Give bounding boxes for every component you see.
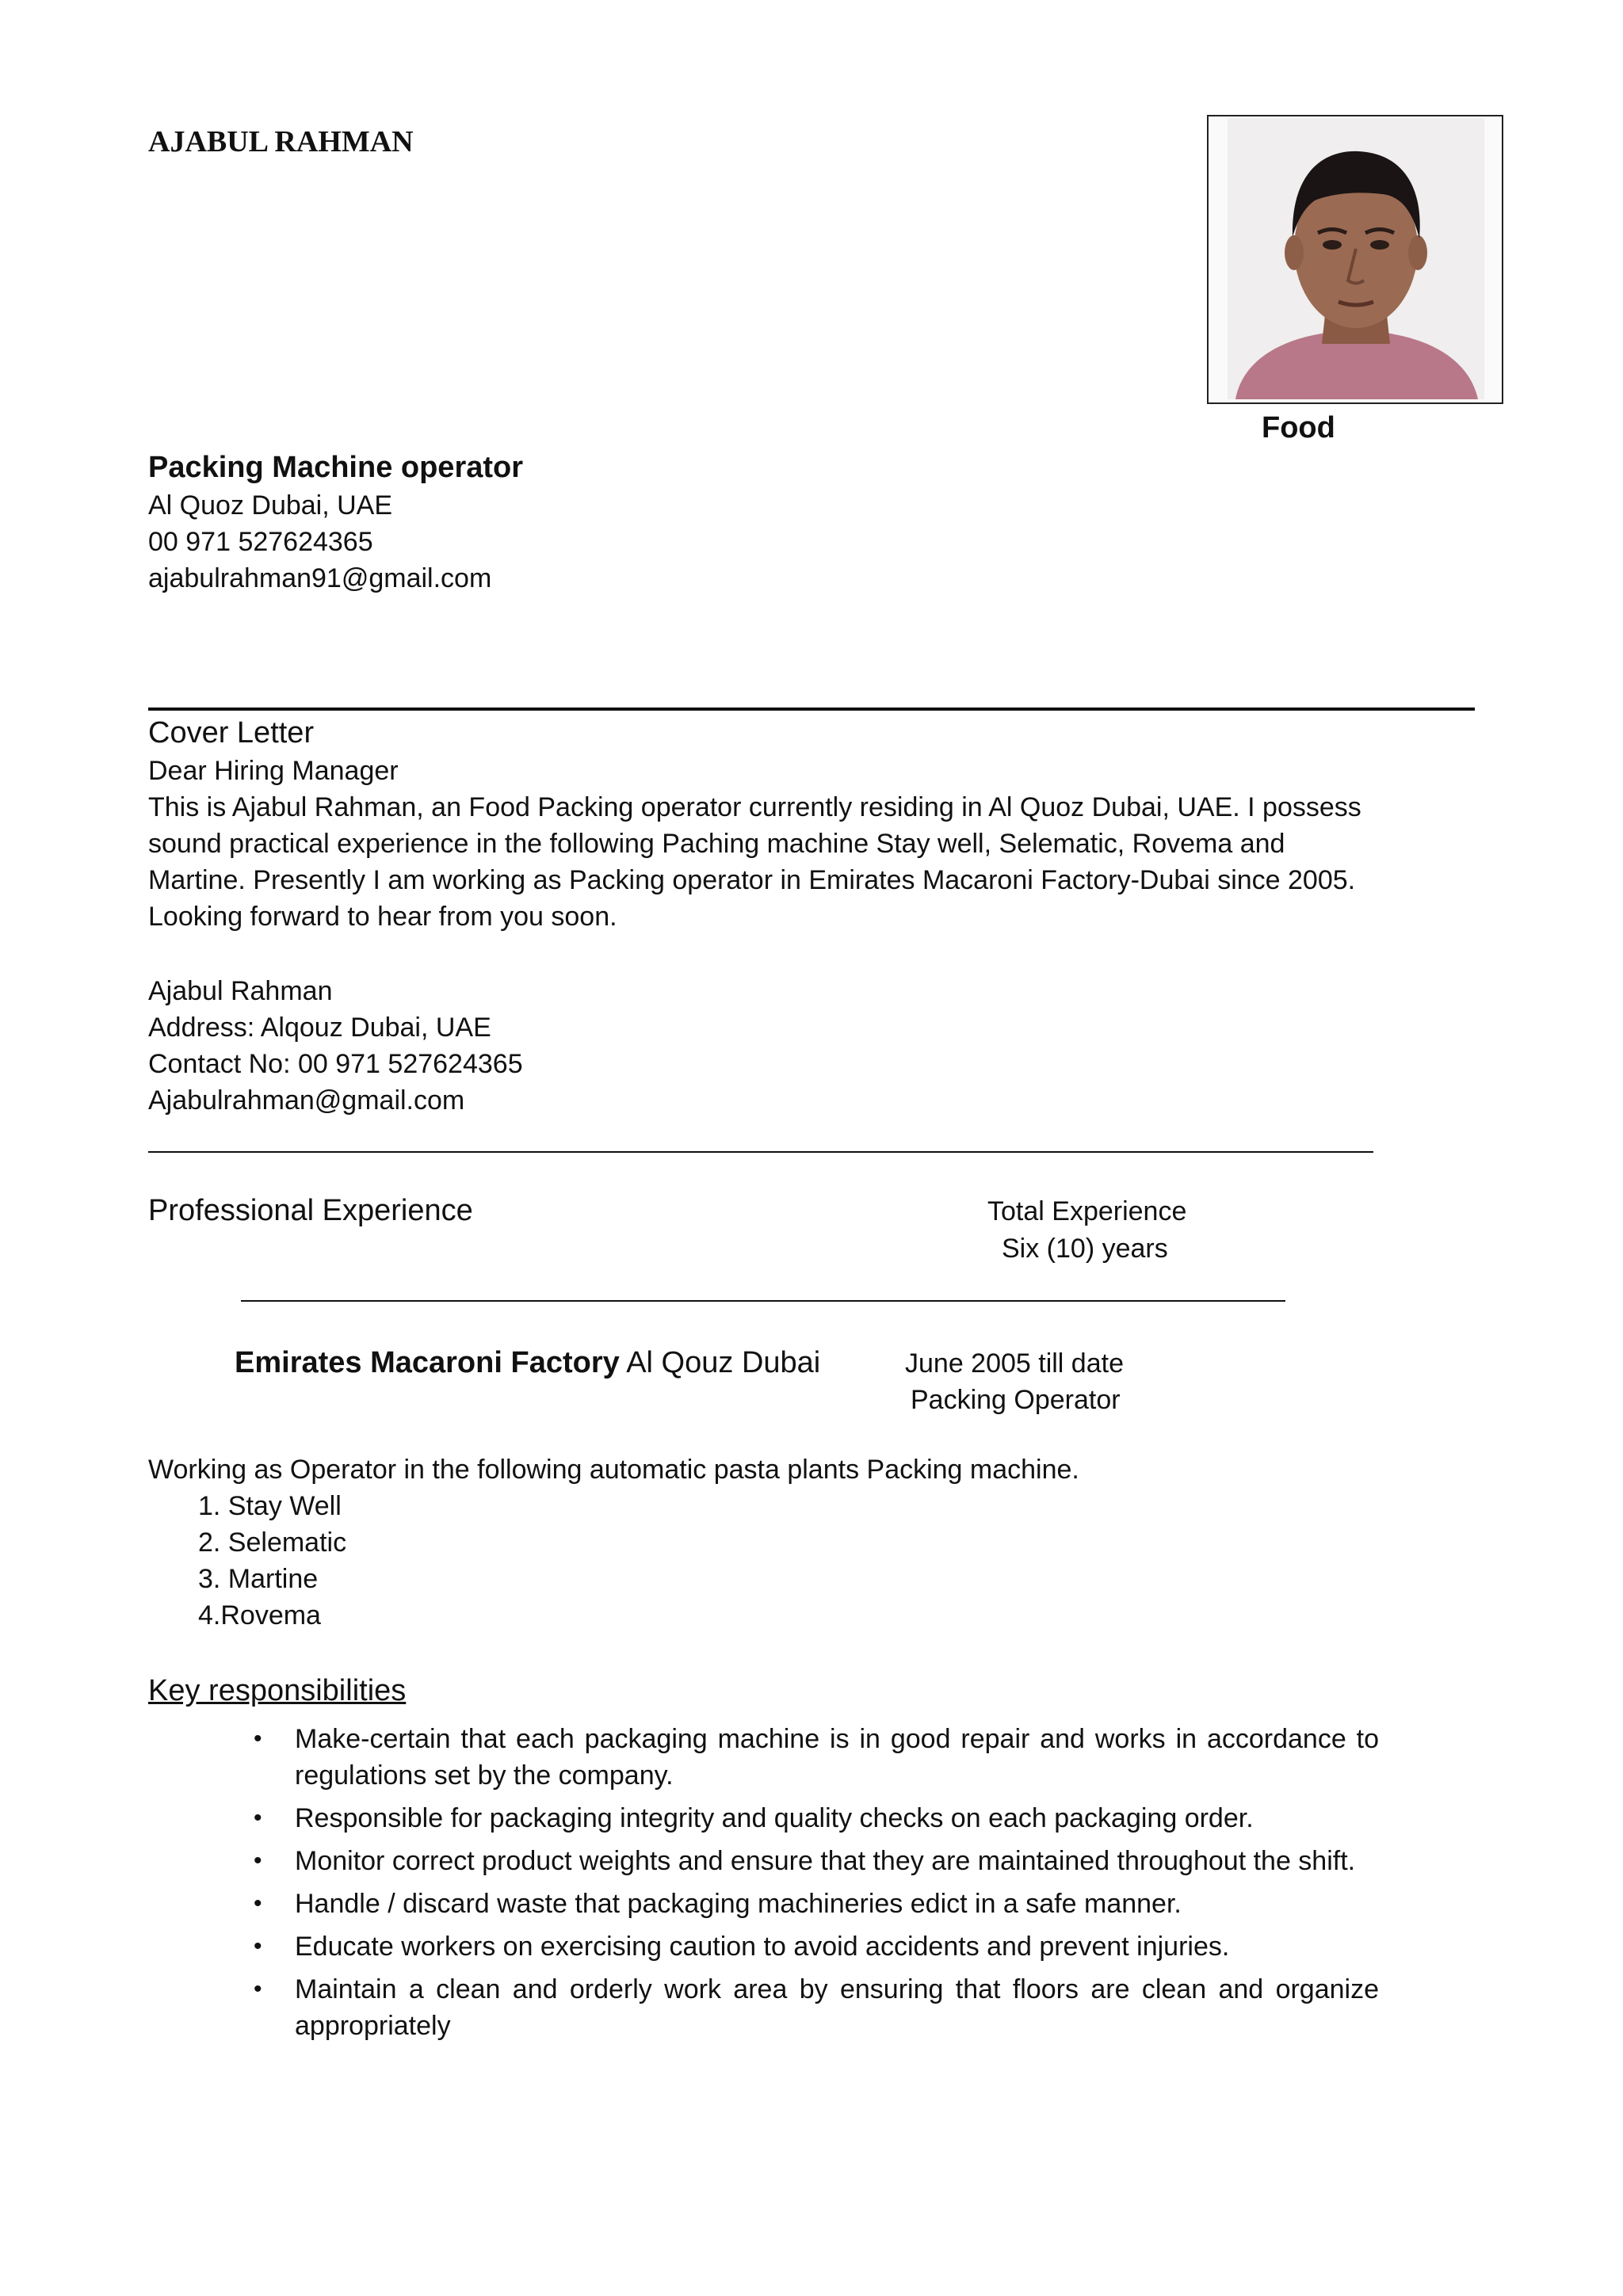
cover-letter-line: Martine. Presently I am working as Packing operator in Emirates Macaroni Factory-Dubai since 2005. — [148, 865, 1356, 895]
phone: 00 971 527624365 — [148, 527, 373, 557]
bullet-icon: • — [254, 1848, 262, 1874]
employment-period: June 2005 till date — [905, 1348, 1124, 1379]
machine-list — [198, 1488, 346, 1634]
candidate-name: AJABUL RAHMAN — [148, 125, 414, 158]
cover-letter-heading: Cover Letter — [148, 716, 315, 749]
signature-name: Ajabul Rahman — [148, 976, 333, 1006]
list-item — [254, 1971, 1379, 2044]
photo-caption: Food — [1262, 411, 1335, 444]
header-divider — [148, 707, 1475, 711]
responsibilities-heading: Key responsibilities — [148, 1674, 407, 1707]
portrait-image — [1228, 118, 1484, 399]
email: ajabulrahman91@gmail.com — [148, 563, 492, 593]
signature-email: Ajabulrahman@gmail.com — [148, 1085, 465, 1116]
responsibility-text: Maintain a clean and orderly work area by ensuring that floors are clean and organize appropriately — [295, 1974, 1379, 2041]
signature-contact: Contact No: 00 971 527624365 — [148, 1049, 523, 1079]
bullet-icon: • — [254, 1805, 262, 1831]
total-experience-value: Six (10) years — [1002, 1234, 1168, 1264]
bullet-icon: • — [254, 1726, 262, 1752]
location: Al Quoz Dubai, UAE — [148, 490, 393, 521]
total-experience-label: Total Experience — [987, 1196, 1187, 1226]
job-title: Packing Machine operator — [148, 451, 524, 484]
responsibility-text: Responsible for packaging integrity and quality checks on each packaging order. — [295, 1803, 1254, 1833]
responsibility-text: Educate workers on exercising caution to avoid accidents and prevent injuries. — [295, 1932, 1230, 1962]
bullet-icon: • — [254, 1976, 262, 2002]
profile-photo — [1207, 115, 1503, 404]
list-item: 3. Martine — [198, 1564, 319, 1594]
list-item — [254, 1721, 1379, 1794]
cover-letter-line: Looking forward to hear from you soon. — [148, 902, 617, 932]
bullet-icon: • — [254, 1933, 262, 1959]
responsibility-text: Monitor correct product weights and ensure that they are maintained throughout the shift. — [295, 1846, 1356, 1876]
list-item — [254, 1843, 1379, 1879]
list-item: 4.Rovema — [198, 1600, 321, 1630]
list-item: 1. Stay Well — [198, 1491, 342, 1521]
signature-address: Address: Alqouz Dubai, UAE — [148, 1013, 491, 1043]
employer-location: Al Qouz Dubai — [619, 1346, 821, 1379]
salutation: Dear Hiring Manager — [148, 756, 399, 786]
bullet-icon: • — [254, 1890, 262, 1917]
responsibilities-list — [254, 1721, 1379, 2050]
cover-letter-line: This is Ajabul Rahman, an Food Packing operator currently residing in Al Quoz Dubai, UAE. I possess — [148, 792, 1361, 822]
responsibility-text: Make-certain that each packaging machine is in good repair and works in accordance to regulations set by the company. — [295, 1724, 1379, 1791]
list-item — [254, 1800, 1379, 1836]
cover-letter-line: sound practical experience in the following Paching machine Stay well, Selematic, Rovema and — [148, 829, 1285, 859]
list-item — [254, 1886, 1379, 1922]
employer-line — [235, 1344, 820, 1381]
experience-heading: Professional Experience — [148, 1194, 473, 1227]
responsibility-text: Handle / discard waste that packaging machineries edict in a safe manner. — [295, 1889, 1182, 1919]
job-role: Packing Operator — [911, 1385, 1121, 1415]
experience-divider — [241, 1300, 1285, 1302]
experience-intro: Working as Operator in the following automatic pasta plants Packing machine. — [148, 1455, 1079, 1485]
list-item — [254, 1928, 1379, 1965]
list-item: 2. Selematic — [198, 1527, 347, 1558]
employer-name: Emirates Macaroni Factory — [235, 1346, 620, 1379]
cover-letter-divider — [148, 1151, 1373, 1153]
